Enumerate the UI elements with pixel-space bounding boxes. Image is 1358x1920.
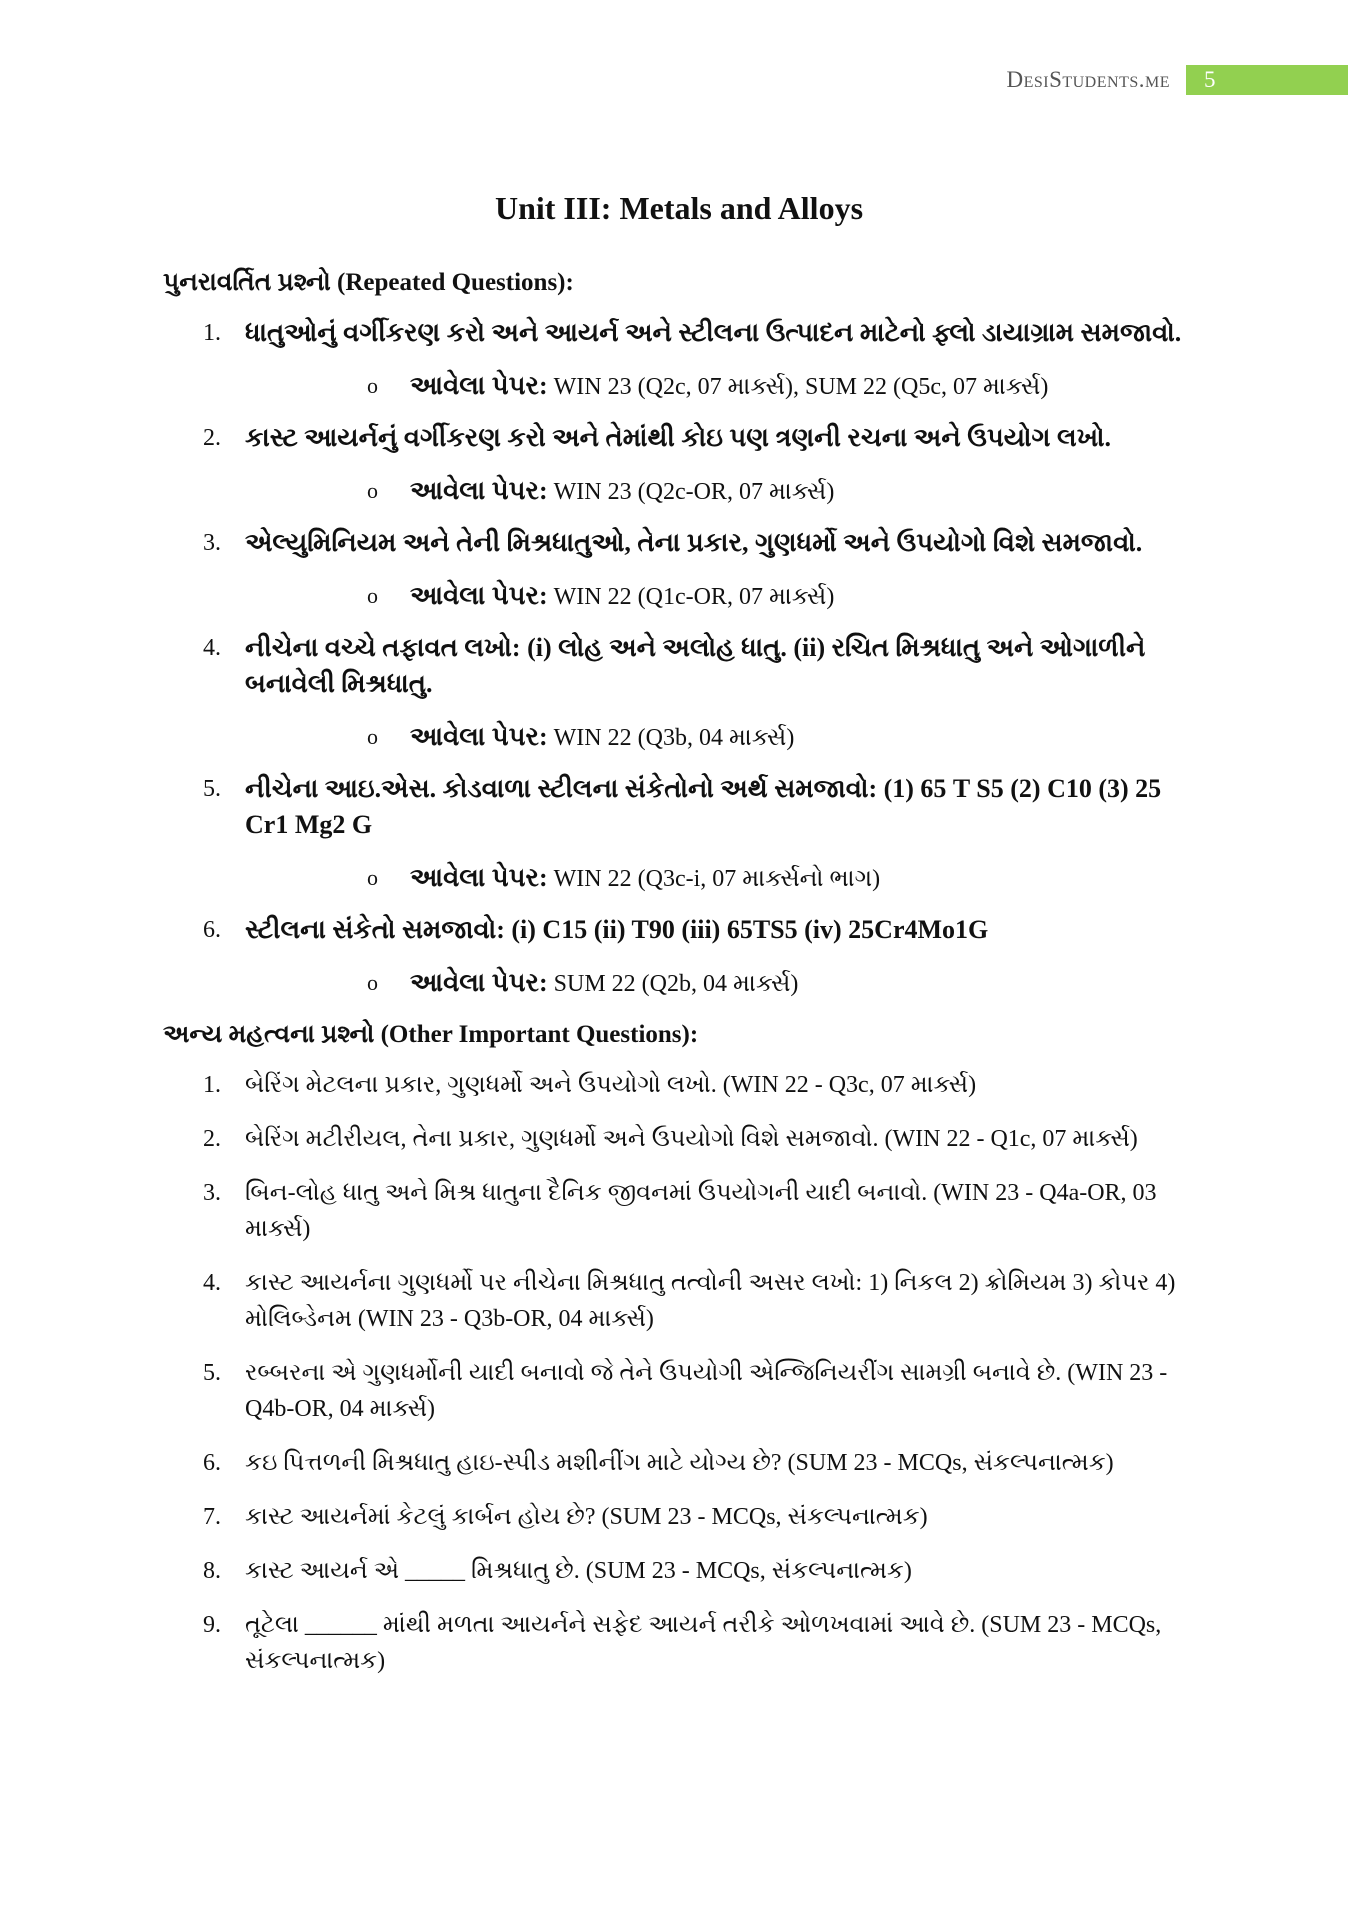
- paper-label: આવેલા પેપર:: [410, 371, 548, 400]
- other-item: [163, 1445, 1203, 1481]
- repeated-item: [163, 912, 1203, 1002]
- paper-line: [245, 473, 1203, 510]
- other-list: [163, 1067, 1203, 1679]
- other-item: [163, 1067, 1203, 1103]
- item-number: 3.: [203, 530, 221, 556]
- repeated-item: [163, 525, 1203, 615]
- item-number: 7.: [203, 1504, 221, 1530]
- repeated-item: [163, 630, 1203, 756]
- question-text: ધાતુઓનું વર્ગીકરણ કરો અને આયર્ન અને સ્ટીલના ઉત્પાદન માટેનો ફ્લો ડાયાગ્રામ સમજાવો.: [245, 318, 1182, 347]
- item-number: 3.: [203, 1180, 221, 1206]
- paper-label: આવેલા પેપર:: [410, 476, 548, 505]
- circle-bullet-icon: o: [367, 724, 378, 749]
- paper-text: SUM 22 (Q2b, 04 માર્ક્સ): [553, 971, 799, 997]
- paper-label: આવેલા પેપર:: [410, 722, 548, 751]
- item-number: 8.: [203, 1558, 221, 1584]
- circle-bullet-icon: o: [367, 373, 378, 398]
- paper-text: WIN 22 (Q3b, 04 માર્ક્સ): [553, 725, 795, 751]
- paper-text: WIN 23 (Q2c, 07 માર્ક્સ), SUM 22 (Q5c, 07 માર્ક્સ): [553, 374, 1049, 400]
- question-text: કાસ્ટ આયર્ન એ _____ મિશ્રધાતુ છે. (SUM 23 - MCQs, સંકલ્પનાત્મક): [245, 1558, 912, 1584]
- paper-label: આવેલા પેપર:: [410, 863, 548, 892]
- paper-text: WIN 22 (Q1c-OR, 07 માર્ક્સ): [553, 584, 835, 610]
- repeated-item: [163, 315, 1203, 405]
- repeated-heading: પુનરાવર્તિત પ્રશ્નો (Repeated Questions):: [163, 269, 574, 296]
- other-heading: અન્ય મહત્વના પ્રશ્નો (Other Important Questions):: [163, 1021, 699, 1048]
- item-number: 2.: [203, 425, 221, 451]
- question-text: કાસ્ટ આયર્નનું વર્ગીકરણ કરો અને તેમાંથી કોઇ પણ ત્રણની રચના અને ઉપયોગ લખો.: [245, 423, 1112, 452]
- repeated-list: [163, 315, 1203, 1002]
- page-header: [1006, 66, 1348, 94]
- other-item: [163, 1121, 1203, 1157]
- content: [163, 265, 1203, 1697]
- site-name: DesiStudents.me: [1006, 67, 1170, 92]
- item-number: 9.: [203, 1612, 221, 1638]
- item-number: 6.: [203, 1450, 221, 1476]
- paper-line: [245, 860, 1203, 897]
- item-number: 5.: [203, 1360, 221, 1386]
- circle-bullet-icon: o: [367, 865, 378, 890]
- question-text: તૂટેલા ______ માંથી મળતા આયર્નને સફેદ આયર્ન તરીકે ઓળખવામાં આવે છે. (SUM 23 - MCQs, સંકલ્પનાત્મક): [245, 1612, 1162, 1674]
- question-text: બેરિંગ મટીરીયલ, તેના પ્રકાર, ગુણધર્મો અને ઉપયોગો વિશે સમજાવો. (WIN 22 - Q1c, 07 માર્ક્સ): [245, 1126, 1138, 1152]
- question-text: એલ્યુમિનિયમ અને તેની મિશ્રધાતુઓ, તેના પ્રકાર, ગુણધર્મો અને ઉપયોગો વિશે સમજાવો.: [245, 528, 1143, 557]
- question-text: સ્ટીલના સંકેતો સમજાવો: (i) C15 (ii) T90 (iii) 65TS5 (iv) 25Cr4Mo1G: [245, 915, 989, 944]
- repeated-item: [163, 771, 1203, 897]
- paper-label: આવેલા પેપર:: [410, 581, 548, 610]
- other-item: [163, 1265, 1203, 1337]
- question-text: નીચેના વચ્ચે તફાવત લખો: (i) લોહ અને અલોહ ધાતુ. (ii) રચિત મિશ્રધાતુ અને ઓગાળીને બનાવેલી મિશ્રધાતુ.: [245, 633, 1146, 698]
- paper-line: [245, 578, 1203, 615]
- paper-line: [245, 719, 1203, 756]
- repeated-item: [163, 420, 1203, 510]
- question-text: બિન-લોહ ધાતુ અને મિશ્ર ધાતુના દૈનિક જીવનમાં ઉપયોગની યાદી બનાવો. (WIN 23 - Q4a-OR, 03 માર્ક્સ): [245, 1180, 1157, 1242]
- page-number: 5: [1186, 65, 1348, 95]
- circle-bullet-icon: o: [367, 583, 378, 608]
- question-text: નીચેના આઇ.એસ. કોડવાળા સ્ટીલના સંકેતોનો અર્થ સમજાવો: (1) 65 T S5 (2) C10 (3) 25 Cr1 Mg2 G: [245, 774, 1162, 839]
- item-number: 2.: [203, 1126, 221, 1152]
- item-number: 5.: [203, 776, 221, 802]
- other-item: [163, 1553, 1203, 1589]
- other-item: [163, 1355, 1203, 1427]
- other-item: [163, 1499, 1203, 1535]
- paper-line: [245, 368, 1203, 405]
- item-number: 6.: [203, 917, 221, 943]
- paper-label: આવેલા પેપર:: [410, 968, 548, 997]
- item-number: 1.: [203, 320, 221, 346]
- other-item: [163, 1175, 1203, 1247]
- paper-text: WIN 22 (Q3c-i, 07 માર્ક્સનો ભાગ): [553, 866, 881, 892]
- item-number: 4.: [203, 1270, 221, 1296]
- question-text: કઇ પિત્તળની મિશ્રધાતુ હાઇ-સ્પીડ મશીનીંગ માટે યોગ્ય છે? (SUM 23 - MCQs, સંકલ્પનાત્મક): [245, 1450, 1114, 1476]
- page-title: Unit III: Metals and Alloys: [494, 190, 864, 226]
- paper-line: [245, 965, 1203, 1002]
- item-number: 1.: [203, 1072, 221, 1098]
- question-text: કાસ્ટ આયર્નના ગુણધર્મો પર નીચેના મિશ્રધાતુ તત્વોની અસર લખો: 1) નિકલ 2) ક્રોમિયમ 3) કોપર 4) મોલિબ્ડેનમ (WIN 23 - Q3b-OR, 04 માર્ક્સ): [245, 1270, 1176, 1332]
- circle-bullet-icon: o: [367, 478, 378, 503]
- question-text: રબ્બરના એ ગુણધર્મોની યાદી બનાવો જે તેને ઉપયોગી એન્જિનિયરીંગ સામગ્રી બનાવે છે. (WIN 23 - Q4b-OR, 04 માર્ક્સ): [245, 1360, 1168, 1422]
- paper-text: WIN 23 (Q2c-OR, 07 માર્ક્સ): [553, 479, 835, 505]
- question-text: બેરિંગ મેટલના પ્રકાર, ગુણધર્મો અને ઉપયોગો લખો. (WIN 22 - Q3c, 07 માર્ક્સ): [245, 1072, 977, 1098]
- question-text: કાસ્ટ આયર્નમાં કેટલું કાર્બન હોય છે? (SUM 23 - MCQs, સંકલ્પનાત્મક): [245, 1504, 928, 1530]
- other-item: [163, 1607, 1203, 1679]
- item-number: 4.: [203, 635, 221, 661]
- circle-bullet-icon: o: [367, 970, 378, 995]
